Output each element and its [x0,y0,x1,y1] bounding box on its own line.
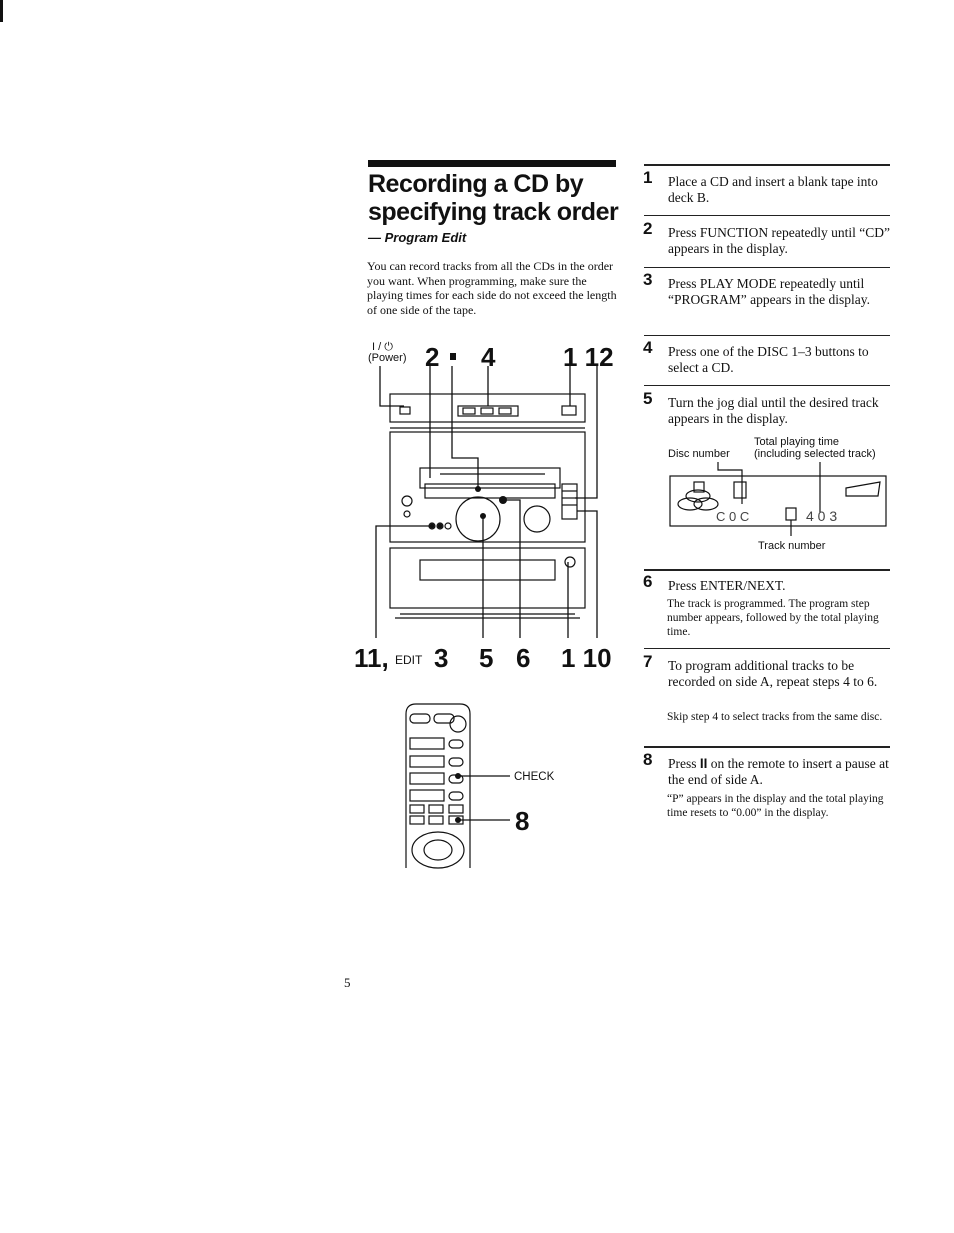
callout-3: 3 [434,643,449,673]
power-label: (Power) [368,352,407,364]
step-rule [644,648,890,649]
step-text [668,756,892,788]
step-rule [644,385,890,386]
check-label: CHECK [514,771,555,783]
page-title [368,170,628,226]
step-rule [644,164,890,166]
intro-paragraph: You can record tracks from all the CDs in the order you want. When programming, make sure the playing times for each side do not exceed the length of one side of the tape. [367,259,617,317]
page-number: 5 [344,975,351,990]
page-subtitle: — Program Edit [368,230,467,245]
step-note: “P” appears in the display and the total playing time resets to “0.00” in the display. [667,793,884,819]
edge-mark [0,0,3,22]
remote-illustration [398,700,538,870]
callout-2: 2 [425,342,440,372]
step-rule [644,569,890,571]
step-rule [644,335,890,336]
step-number: 2 [643,219,653,238]
stereo-unit-illustration [370,366,620,646]
total-time-sublabel: (including selected track) [754,448,876,460]
page-title-line1: Recording a CD by [368,170,584,198]
callout-1-12: 1 12 [563,342,614,372]
step-number: 1 [643,168,653,187]
callout-4: 4 [481,342,496,372]
callout-6: 6 [516,643,531,673]
svg-text:4 0 3: 4 0 3 [806,508,838,524]
power-symbol: I / ⏻ [372,341,393,353]
step-text: Press PLAY MODE repeatedly until “PROGRAM” appears in the display. [668,276,870,307]
step-note: The track is programmed. The program step number appears, followed by the total playing time. [667,598,879,638]
step-text: Press ENTER/NEXT. [668,578,786,593]
callout-5: 5 [479,643,494,673]
svg-text:C 0 C: C 0 C [716,509,750,524]
step-rule [644,215,890,216]
total-time-label: Total playing time [754,436,839,448]
callout-1-10: 1 10 [561,643,612,673]
step-text: Press FUNCTION repeatedly until “CD” appears in the display. [668,225,890,256]
step-text: Turn the jog dial until the desired track appears in the display. [668,395,879,426]
step-number: 3 [643,270,653,289]
step-rule [644,267,890,268]
step-number: 4 [643,338,653,357]
title-rule [368,160,616,167]
step-number: 7 [643,652,653,671]
callout-8: 8 [515,806,530,836]
step-text-before: Press [668,756,697,771]
step-number: 5 [643,389,653,408]
display-panel-illustration [668,460,890,538]
step-number: 6 [643,572,653,591]
step-note: Skip step 4 to select tracks from the same disc. [667,711,883,723]
stop-square-icon [450,353,456,360]
pause-icon: II [699,756,708,771]
step-text: To program additional tracks to be recorded on side A, repeat steps 4 to 6. [668,658,878,689]
step-number: 8 [643,750,653,769]
step-rule [644,746,890,748]
step-text-after: on the remote to insert a pause at the end of side A. [668,756,889,787]
disc-number-label: Disc number [668,448,730,460]
step-text: Press one of the DISC 1–3 buttons to select a CD. [668,344,869,375]
callout-edit: EDIT [395,653,423,667]
track-number-label: Track number [758,540,826,552]
step-text: Place a CD and insert a blank tape into deck B. [668,174,878,205]
callout-11: 11, [354,643,389,673]
page-title-line2: specifying track order [368,198,619,226]
